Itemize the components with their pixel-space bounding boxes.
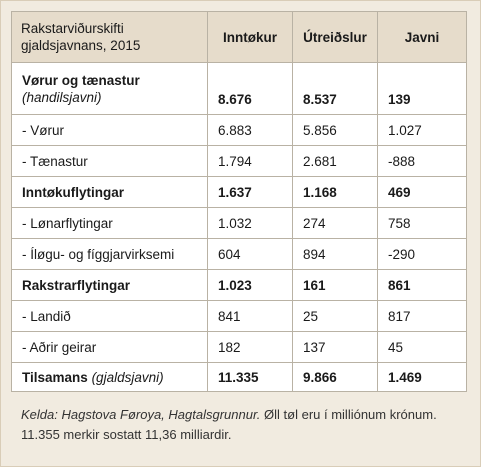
cell-inntokur: 6.883 bbox=[208, 115, 293, 146]
row-label: - Lønarflytingar bbox=[12, 208, 208, 239]
cell-javni: 1.027 bbox=[378, 115, 467, 146]
row-label: Inntøkuflytingar bbox=[12, 177, 208, 208]
cell-javni: 758 bbox=[378, 208, 467, 239]
cell-utreidslur: 2.681 bbox=[293, 146, 378, 177]
cell-inntokur: 182 bbox=[208, 332, 293, 363]
table-title bbox=[12, 12, 208, 63]
table-row bbox=[12, 301, 467, 332]
row-sublabel: (gjaldsjavni) bbox=[91, 369, 164, 385]
cell-utreidslur: 9.866 bbox=[293, 363, 378, 392]
row-label-main: Vørur og tænastur bbox=[22, 72, 140, 88]
cell-inntokur: 1.637 bbox=[208, 177, 293, 208]
cell-javni: 817 bbox=[378, 301, 467, 332]
cell-inntokur: 1.032 bbox=[208, 208, 293, 239]
row-label-main: Tilsamans bbox=[22, 369, 88, 385]
cell-javni: 139 bbox=[378, 63, 467, 115]
table-row bbox=[12, 208, 467, 239]
cell-javni: -290 bbox=[378, 239, 467, 270]
table-row-total bbox=[12, 363, 467, 392]
cell-utreidslur: 1.168 bbox=[293, 177, 378, 208]
cell-utreidslur: 8.537 bbox=[293, 63, 378, 115]
cell-inntokur: 841 bbox=[208, 301, 293, 332]
cell-javni: 469 bbox=[378, 177, 467, 208]
table-row bbox=[12, 115, 467, 146]
row-label: - Vørur bbox=[12, 115, 208, 146]
cell-utreidslur: 894 bbox=[293, 239, 378, 270]
row-label bbox=[12, 363, 208, 392]
source-citation: Kelda: Hagstova Føroya, Hagtalsgrunnur. bbox=[21, 407, 261, 422]
table-header-row bbox=[12, 12, 467, 63]
table-title-line2: gjaldsjavnans, 2015 bbox=[21, 38, 141, 53]
col-header-inntokur: Inntøkur bbox=[208, 12, 293, 63]
table-row bbox=[12, 332, 467, 363]
source-note-text: Øll tøl eru í milliónum krónum. 11.355 merkir sostatt 11,36 milliardir. bbox=[21, 407, 437, 442]
cell-javni: 45 bbox=[378, 332, 467, 363]
col-header-utreidslur: Útreiðslur bbox=[293, 12, 378, 63]
row-label: - Landið bbox=[12, 301, 208, 332]
row-label bbox=[12, 63, 208, 115]
cell-utreidslur: 274 bbox=[293, 208, 378, 239]
table-title-line1: Rakstarviðurskifti bbox=[21, 21, 124, 36]
balance-table bbox=[11, 11, 467, 392]
cell-inntokur: 1.794 bbox=[208, 146, 293, 177]
cell-inntokur: 8.676 bbox=[208, 63, 293, 115]
cell-inntokur: 604 bbox=[208, 239, 293, 270]
cell-inntokur: 11.335 bbox=[208, 363, 293, 392]
table-row bbox=[12, 63, 467, 115]
cell-inntokur: 1.023 bbox=[208, 270, 293, 301]
cell-utreidslur: 137 bbox=[293, 332, 378, 363]
table-row bbox=[12, 270, 467, 301]
row-label: - Aðrir geirar bbox=[12, 332, 208, 363]
row-label: - Tænastur bbox=[12, 146, 208, 177]
cell-javni: 861 bbox=[378, 270, 467, 301]
cell-javni: -888 bbox=[378, 146, 467, 177]
cell-utreidslur: 25 bbox=[293, 301, 378, 332]
cell-javni: 1.469 bbox=[378, 363, 467, 392]
cell-utreidslur: 161 bbox=[293, 270, 378, 301]
table-row bbox=[12, 177, 467, 208]
source-note bbox=[21, 405, 461, 445]
table-row bbox=[12, 239, 467, 270]
col-header-javni: Javni bbox=[378, 12, 467, 63]
table-row bbox=[12, 146, 467, 177]
cell-utreidslur: 5.856 bbox=[293, 115, 378, 146]
row-label: - Íløgu- og fíggjarvirksemi bbox=[12, 239, 208, 270]
row-sublabel: (handilsjavni) bbox=[22, 89, 102, 105]
row-label: Rakstrarflytingar bbox=[12, 270, 208, 301]
